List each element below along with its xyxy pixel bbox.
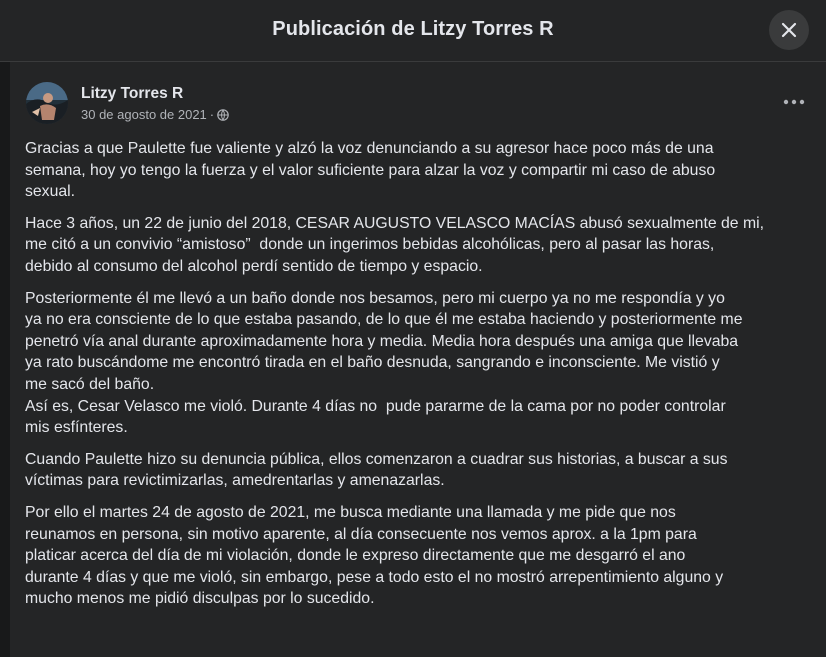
close-icon	[781, 22, 797, 38]
post-paragraph-4: Así es, Cesar Velasco me violó. Durante 4 días no pude pararme de la cama por no poder controlar mis esfínteres.	[25, 397, 726, 437]
close-button[interactable]	[769, 10, 809, 50]
post-paragraph-6: Por ello el martes 24 de agosto de 2021, me busca mediante una llamada y me pide que nos reunamos en persona, sin motivo aparente, al día consecuente nos vemos aprox. a la 1pm para platicar acerca del día de mi violación, donde le expreso directamente que me desgarró el ano durante 4 días y que me violó, sin embargo, pese a todo esto el no mostró arrepentimiento alguno y mucho menos me pidió disculpas por lo sucedido.	[25, 503, 724, 608]
dialog-title: Publicación de Litzy Torres R	[272, 18, 554, 40]
post-date[interactable]: 30 de agosto de 2021	[81, 107, 207, 122]
globe-icon	[217, 109, 229, 121]
profile-photo-icon	[26, 82, 68, 124]
author-name[interactable]: Litzy Torres R	[81, 85, 184, 102]
more-options-button[interactable]	[776, 90, 812, 114]
left-gutter	[0, 62, 10, 657]
post-paragraph-5: Cuando Paulette hizo su denuncia pública, ellos comenzaron a cuadrar sus historias, a buscar a sus víctimas para revictimizarlas, amedrentarlas y amenazarlas.	[25, 450, 728, 490]
dialog-header	[0, 0, 826, 62]
post-paragraph-1: Gracias a que Paulette fue valiente y alzó la voz denunciando a su agresor hace poco más de una semana, hoy yo tengo la fuerza y el valor suficiente para alzar la voz y compartir mi caso de abuso sexual.	[25, 140, 716, 201]
more-options-icon	[783, 99, 805, 105]
avatar[interactable]	[26, 82, 68, 124]
post-paragraph-3: Posteriormente él me llevó a un baño donde nos besamos, pero mi cuerpo ya no me respondía y yo ya no era consciente de lo que estaba pasando, de lo que él me estaba haciendo y posteriormente me penetró vía anal durante aproximadamente hora y media. Media hora después una amiga que llevaba ya rato buscándome me encontró tirada en el baño desnuda, sangrando e inconsciente. Me vistió y me sacó del baño.	[25, 289, 743, 393]
meta-separator: ·	[209, 107, 215, 122]
post-paragraph-2: Hace 3 años, un 22 de junio del 2018, CESAR AUGUSTO VELASCO MACÍAS abusó sexualmente de mi, me citó a un convivio “amistoso” donde un ingerimos bebidas alcohólicas, pero al pasar las horas, debido al consumo del alcohol perdí sentido de tiempo y espacio.	[25, 214, 765, 275]
post-card	[10, 70, 826, 657]
post-body	[25, 138, 815, 620]
post-meta	[81, 107, 229, 122]
